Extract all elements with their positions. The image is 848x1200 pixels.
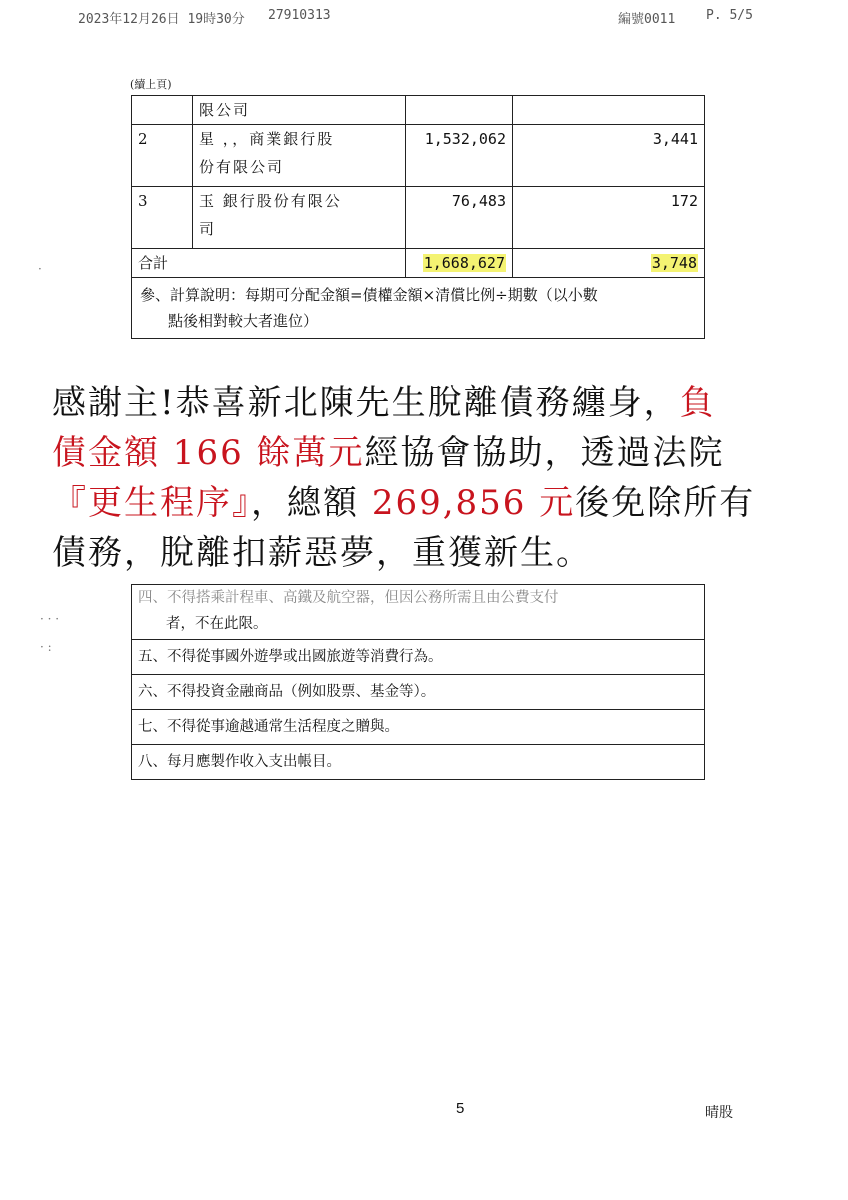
- rule-item: 七、不得從事逾越通常生活程度之贈與。: [132, 710, 705, 745]
- table-row: [132, 187, 705, 249]
- rule-text: 四、不得搭乘計程車、高鐵及航空器，但因公務所需且由公費支付: [138, 590, 559, 606]
- debt-table: [131, 95, 705, 339]
- rule-item: 五、不得從事國外遊學或出國旅遊等消費行為。: [132, 640, 705, 675]
- creditor-name: 限公司: [193, 96, 406, 125]
- debt-amount: 76,483: [406, 187, 513, 249]
- scan-speck: · :: [40, 640, 52, 654]
- calc-note: [132, 278, 705, 339]
- rule-item: 八、每月應製作收入支出帳目。: [132, 745, 705, 780]
- row-no: [132, 96, 193, 125]
- table-row: [132, 745, 705, 780]
- rules-table: [131, 584, 705, 780]
- rule-item: [132, 585, 705, 640]
- row-no: 3: [132, 187, 193, 249]
- rule-text-cont: 者，不在此限。: [166, 616, 268, 632]
- fax-datetime: 2023年12月26日 19時30分: [78, 12, 245, 27]
- congrats-overlay: [52, 378, 812, 578]
- creditor-name-line1: 玉 銀行股份有限公: [199, 192, 342, 210]
- rule-item: 六、不得投資金融商品（例如股票、基金等）。: [132, 675, 705, 710]
- overlay-line-4: 債務，脫離扣薪惡夢，重獲新生。: [52, 533, 592, 573]
- continued-label: (續上頁): [130, 78, 172, 91]
- fax-code: 編號0011: [618, 12, 676, 27]
- table-row: [132, 640, 705, 675]
- signature: 晴股: [705, 1105, 733, 1121]
- calc-note-line1: 參、計算說明：每期可分配金額=債權金額×清償比例÷期數（以小數: [140, 286, 598, 304]
- page-number: 5: [456, 1100, 465, 1117]
- overlay-line-1: 感謝主!恭喜新北陳先生脫離債務纏身，負: [52, 383, 716, 423]
- debt-amount: [406, 96, 513, 125]
- table-row: [132, 96, 705, 125]
- creditor-name-line2: 份有限公司: [199, 158, 285, 176]
- total-payment-cell: [513, 249, 705, 278]
- calc-note-line2: 點後相對較大者進位）: [168, 312, 319, 330]
- total-amount: 1,668,627: [423, 254, 505, 272]
- table-row: [132, 675, 705, 710]
- total-amount-cell: [406, 249, 513, 278]
- table-row: [132, 585, 705, 640]
- table-row: [132, 125, 705, 187]
- creditor-name: [193, 187, 406, 249]
- fax-page: P. 5/5: [706, 8, 753, 23]
- overlay-line-3: 『更生程序』，總額 269,856 元後免除所有: [52, 483, 756, 523]
- scan-speck: · · ·: [40, 612, 60, 626]
- table-row: [132, 710, 705, 745]
- total-label: 合計: [132, 249, 406, 278]
- fax-header: [0, 8, 848, 30]
- creditor-name: [193, 125, 406, 187]
- period-payment: 3,441: [513, 125, 705, 187]
- row-no: 2: [132, 125, 193, 187]
- period-payment: 172: [513, 187, 705, 249]
- total-row: [132, 249, 705, 278]
- creditor-name-line1: 星 ，，商業銀行股: [199, 130, 335, 148]
- note-row: [132, 278, 705, 339]
- debt-amount: 1,532,062: [406, 125, 513, 187]
- fax-number: 27910313: [268, 8, 331, 23]
- overlay-line-2: 債金額 166 餘萬元經協會協助，透過法院: [52, 433, 725, 473]
- period-payment: [513, 96, 705, 125]
- total-payment: 3,748: [651, 254, 697, 272]
- scan-speck: ·: [38, 262, 42, 276]
- creditor-name-line2: 司: [199, 220, 217, 238]
